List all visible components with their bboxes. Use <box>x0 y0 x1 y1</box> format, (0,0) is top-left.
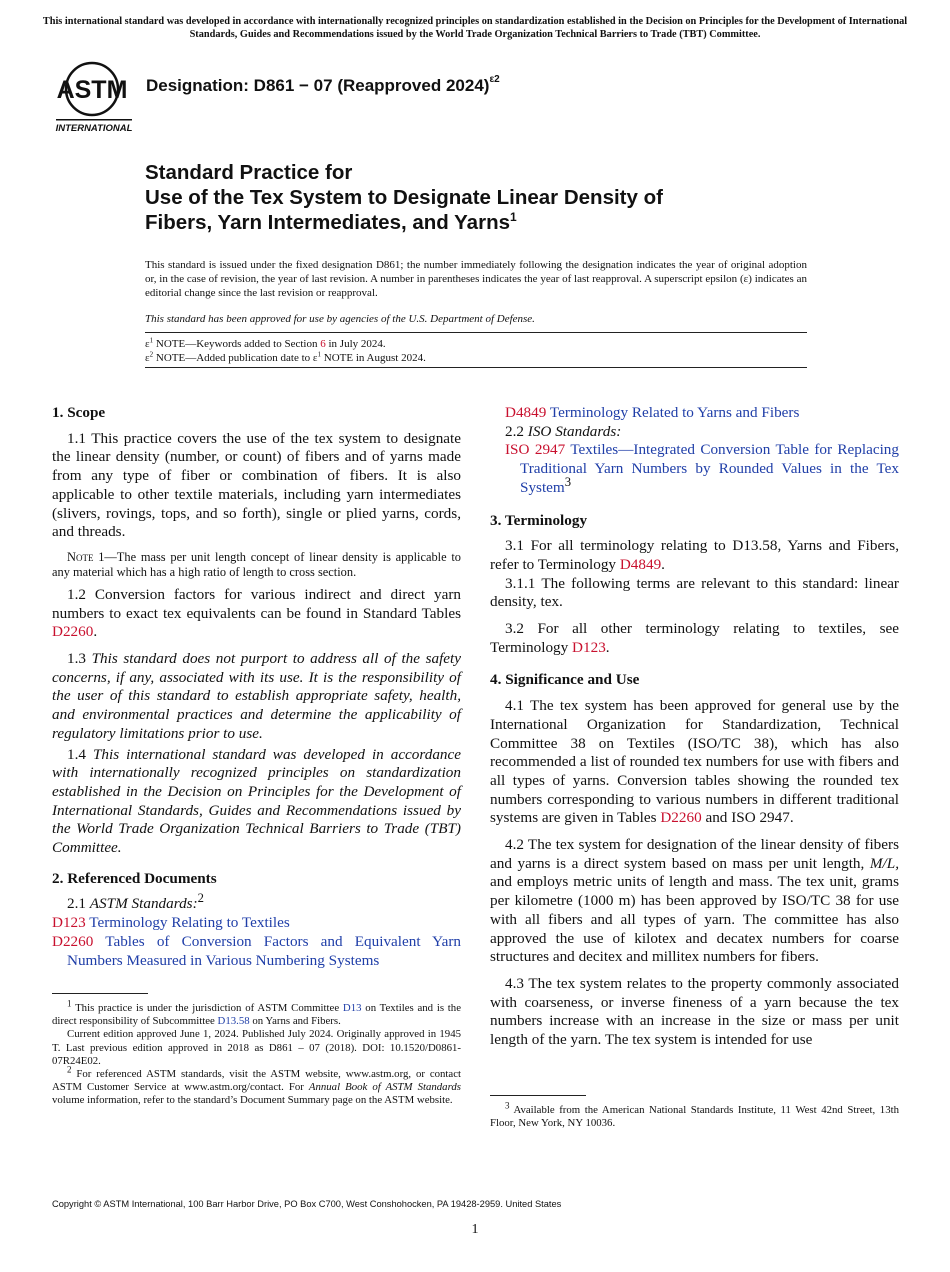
designation <box>146 76 500 96</box>
para-text: 3.2 For all other terminology relating to textiles, see Terminology <box>490 620 899 656</box>
d4849-link[interactable]: D4849 <box>619 555 662 573</box>
para-4-1 <box>490 697 899 828</box>
para-3-2 <box>490 620 899 657</box>
top-notice: This international standard was developed in accordance with internationally recognized principles on standardization established in the Decision on Principles for the Development of International Standards, Guides and Recommendations issued by the World Trade Organization Technical Barriers to Trade (TBT) Committee. <box>42 16 908 40</box>
para-number: 1.3 <box>67 650 92 668</box>
ref-title-link[interactable]: Terminology Relating to Textiles <box>89 914 290 932</box>
logo-letters: ASTM <box>56 76 128 104</box>
footnote-mark: 3 <box>505 1100 510 1111</box>
epsilon-sup: 1 <box>149 336 154 345</box>
iso-code-link[interactable]: ISO 2947 <box>505 441 566 459</box>
para-3-1 <box>490 537 899 574</box>
footnote-mark: 1 <box>67 998 72 1009</box>
footnote-text: This practice is under the jurisdiction of ASTM Committee <box>71 1002 343 1014</box>
refdocs-heading: 2. Referenced Documents <box>52 869 217 887</box>
para-number: 2.1 <box>67 895 90 913</box>
editorial-notes <box>145 338 807 365</box>
d123-link[interactable]: D123 <box>572 638 606 656</box>
para-2-2 <box>490 423 899 442</box>
title-line-3-text: Fibers, Yarn Intermediates, and Yarns <box>145 211 510 234</box>
epsilon: ε <box>312 351 318 364</box>
para-text: ISO Standards: <box>527 422 622 440</box>
note-text: NOTE—Keywords added to Section <box>153 338 321 350</box>
note-text: NOTE—Added publication date to <box>153 351 313 364</box>
footnote-rule-right <box>490 1095 586 1096</box>
logo-text: INTERNATIONAL <box>55 123 133 133</box>
editorial-note-1 <box>145 338 807 352</box>
footnote-ref: 2 <box>197 891 204 906</box>
footnote-3 <box>490 1100 899 1130</box>
d13-link[interactable]: D13 <box>342 1002 362 1014</box>
editorial-note-2 <box>145 349 807 366</box>
epsilon: ε <box>145 351 150 364</box>
ref-item <box>505 404 899 423</box>
ref-code-link[interactable]: D2260 <box>52 932 94 950</box>
footnote-1 <box>52 998 461 1028</box>
para-1-3 <box>52 650 461 744</box>
iso-title-link[interactable]: Textiles—Integrated Conversion Table for Replacing Traditional Yarn Numbers by Rounded Values in the Tex System <box>520 441 899 496</box>
page-number: 1 <box>471 1222 479 1237</box>
notes-bottom-rule <box>145 367 807 368</box>
notes-top-rule <box>145 332 807 333</box>
title-line-2: Use of the Tex System to Designate Linear Density of <box>145 186 663 209</box>
title-sup: 1 <box>510 210 517 225</box>
footnote-2 <box>52 1064 461 1108</box>
para-text: . <box>661 555 665 573</box>
para-number: 1.4 <box>67 745 93 763</box>
footnote-text: on Textiles and is the direct responsibility of Subcommittee <box>52 1002 461 1028</box>
ref-code-link[interactable]: D4849 <box>505 404 547 421</box>
para-text: . <box>93 623 98 641</box>
footnote-right <box>490 1100 899 1130</box>
terminology-heading: 3. Terminology <box>490 511 588 529</box>
title-line-3 <box>145 210 845 235</box>
para-text: This standard does not purport to address all of the safety concerns, if any, associated with its use. It is the responsibility of the user of this standard to establish appropriate safety, health, and environmental practices and determine the applicability of regulatory limitations prior to use. <box>52 650 462 742</box>
ml-italic: M/L, <box>869 854 899 872</box>
iso-ref-item <box>505 441 899 497</box>
para-3-1-1: 3.1.1 The following terms are relevant to this standard: linear density, tex. <box>490 574 899 611</box>
para-2-1 <box>52 891 461 914</box>
section-6-link[interactable]: 6 <box>320 338 326 350</box>
para-text: and ISO 2947. <box>701 809 794 827</box>
intro-paragraph: This standard is issued under the fixed designation D861; the number immediately following the designation indicates the year of original adoption or, in the case of revision, the year of last revision. A number in parentheses indicates the year of last reapproval. A superscript epsilon (ε) indicates an editorial change since the last revision or reapproval. <box>145 259 807 299</box>
significance-heading: 4. Significance and Use <box>490 671 640 689</box>
epsilon: ε <box>145 338 150 350</box>
footnote-text: For referenced ASTM standards, visit the ASTM website, www.astm.org, or contact ASTM Customer Service at www.astm.org/contact. For <box>52 1068 461 1094</box>
footnote-text: volume information, refer to the standard’s Document Summary page on the ASTM website. <box>52 1094 453 1107</box>
para-text: . <box>605 638 610 656</box>
right-column <box>490 404 899 1058</box>
para-1-4 <box>52 746 461 858</box>
page-title <box>145 160 845 235</box>
note-text: in July 2024. <box>325 338 386 350</box>
designation-sup: ε2 <box>489 74 500 86</box>
title-line-1: Standard Practice for <box>145 161 353 184</box>
left-column <box>52 404 461 970</box>
footnote-text: Available from the American National Standards Institute, 11 West 42nd Street, 13th Floor, New York, NY 10036. <box>490 1104 899 1130</box>
designation-label: Designation: D861 − 07 (Reapproved 2024) <box>146 76 490 95</box>
para-1-1: 1.1 This practice covers the use of the tex system to designate the linear density (number, or count) of fibers and of yarns made from any type of fiber or combination of fibers. It is also applicable to other textile materials, including yarn intermediates (slivers, rovings, tops, and so forth), single or plied yarns, cords, and threads. <box>52 429 461 541</box>
para-1-2 <box>52 586 461 642</box>
footnote-1-edition: Current edition approved June 1, 2024. Published July 2024. Originally approved in 1945 T. Last previous edition approved in 2018 as D861 – 07 (2018). DOI: 10.1520/D0861-07R24E02. <box>52 1028 461 1067</box>
para-4-3: 4.3 The tex system relates to the property commonly associated with coarseness, or inverse fineness of a yarn because the tex numbers increase with an increase in the size or mass per unit length of the yarn. The tex system is intended for use <box>490 974 899 1049</box>
copyright: Copyright © ASTM International, 100 Barr Harbor Drive, PO Box C700, West Conshohocken, PA 19428-2959. United States <box>52 1199 562 1209</box>
ref-item <box>52 933 461 970</box>
para-text: 4.2 The tex system for designation of the linear density of fibers and yarns is a direct system based on mass per unit length, <box>490 836 899 872</box>
ref-title-link[interactable]: Tables of Conversion Factors and Equivalent Yarn Numbers Measured in Various Numbering Systems <box>67 932 461 969</box>
footnote-italic: Annual Book of ASTM Standards <box>308 1081 461 1094</box>
para-text: This international standard was developed in accordance with internationally recognized principles on standardization established in the Decision on Principles for the Development of International Standards, Guides and Recommendations issued by the World Trade Organization Technical Barriers to Trade (TBT) Committee. <box>52 745 462 857</box>
epsilon-sup: 2 <box>149 349 154 358</box>
d2260-link[interactable]: D2260 <box>660 809 702 827</box>
note-text: NOTE in August 2024. <box>321 351 426 364</box>
para-text: 3.1 For all terminology relating to D13.58, Yarns and Fibers, refer to Terminology <box>490 537 899 573</box>
ref-item <box>52 914 461 933</box>
para-number: 2.2 <box>505 422 528 440</box>
para-text: 1.2 Conversion factors for various indirect and direct yarn numbers to exact tex equivalents can be found in Standard Tables <box>52 585 461 622</box>
para-text: ASTM Standards: <box>89 895 198 913</box>
d2260-link[interactable]: D2260 <box>52 623 94 641</box>
epsilon-sup: 1 <box>317 349 322 358</box>
scope-heading: 1. Scope <box>52 404 106 421</box>
note-text: 1—The mass per unit length concept of linear density is applicable to any material which has a high ratio of length to cross section. <box>52 549 461 579</box>
d13-58-link[interactable]: D13.58 <box>217 1015 250 1028</box>
note-label: Note <box>67 549 94 564</box>
para-text: 4.1 The tex system has been approved for general use by the International Organization for Standardization, Technical Committee 38 on Textiles (ISO/TC 38), which has also recommended a list of rounded tex numbers for use with fibers and all types of yarns. Conversion tables showing the rounded tex numbers corresponding to various numbers in different traditional systems are given in Tables <box>490 697 899 827</box>
note-1 <box>52 550 461 580</box>
footnotes-left <box>52 998 461 1108</box>
ref-code-link[interactable]: D123 <box>52 914 86 932</box>
footnote-mark: 2 <box>67 1064 72 1075</box>
ref-title-link[interactable]: Terminology Related to Yarns and Fibers <box>549 404 800 421</box>
footnote-rule-left <box>52 993 148 994</box>
para-4-2 <box>490 836 899 967</box>
footnote-ref: 3 <box>564 474 572 489</box>
footnote-text: on Yarns and Fibers. <box>249 1015 341 1028</box>
astm-logo <box>52 57 136 133</box>
astm-logo-icon <box>52 57 136 133</box>
para-text: and employs metric units of length and mass. The tex unit, grams per kilometre (1000 m) has been approved by ISO/TC 38 for use with all fibers and all types of yarn. The committee has also approved the use of kilotex and decatex numbers for coarse structures and decitex and millitex numbers for fibers. <box>490 873 899 966</box>
dod-note: This standard has been approved for use by agencies of the U.S. Department of Defense. <box>145 313 535 325</box>
